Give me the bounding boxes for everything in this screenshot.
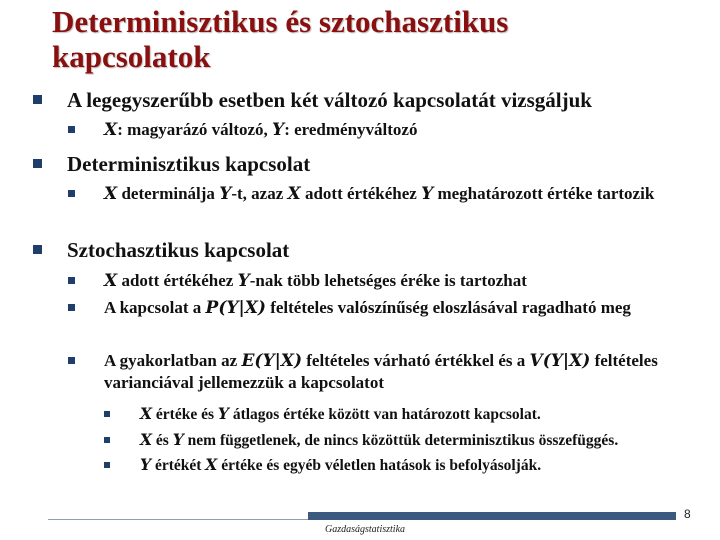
page-number: 8 [684, 507, 691, 521]
math-variable: X [104, 120, 118, 140]
math-variable: Y [140, 455, 152, 474]
sub-sub-bullet-text [140, 454, 710, 477]
bullet-square-icon [68, 126, 75, 133]
sub-bullet-text [104, 350, 694, 394]
sub-bullet-text [104, 183, 694, 205]
footer-divider [48, 519, 308, 520]
text-segment: feltételes varianciával jellemezzük a kapcsolatot [104, 351, 658, 392]
math-expression: P(Y|X) [205, 298, 266, 318]
math-expression: V(Y|X) [529, 351, 591, 371]
sub-bullet-text [104, 270, 694, 292]
text-segment: adott értékéhez [117, 271, 238, 290]
sub-sub-bullet-text [140, 403, 710, 426]
text-segment: adott értékéhez [300, 184, 422, 203]
bullet-square-icon [68, 190, 75, 197]
text-segment: feltételes valószínűség eloszlásával ragadható meg [265, 298, 631, 317]
sub-sub-bullet-text [140, 429, 710, 452]
bullet-text [67, 88, 592, 112]
math-variable: X [287, 184, 301, 204]
math-variable: Y [219, 184, 232, 204]
bullet-text [67, 152, 310, 176]
text-segment: és [152, 432, 173, 449]
bullet-square-icon [33, 245, 42, 254]
footer-text: Gazdaságstatisztika [325, 524, 406, 535]
bullet-square-icon [33, 95, 42, 104]
math-expression: E(Y|X) [241, 351, 302, 371]
math-variable: X [205, 455, 218, 474]
text-segment: értéke és egyéb véletlen hatások is befolyásolják. [217, 457, 542, 474]
title-line-2: kapcsolatok [52, 39, 211, 74]
bullet-text-span: Determinisztikus kapcsolat [67, 152, 311, 176]
text-segment: nem függetlenek, de nincs közöttük determinisztikus összefüggés. [183, 432, 619, 449]
bullet-square-icon [68, 304, 75, 311]
bullet-text-span: Sztochasztikus kapcsolat [67, 238, 290, 262]
bullet-square-icon [104, 462, 110, 468]
text-segment: értékét [151, 457, 206, 474]
math-variable: Y [172, 430, 184, 449]
math-variable: X [104, 271, 118, 291]
text-segment: A gyakorlatban az [104, 351, 242, 370]
math-variable: X [104, 184, 118, 204]
text-segment: értéke és [152, 406, 218, 423]
text-segment: feltételes várható értékkel és a [302, 351, 530, 370]
bullet-square-icon [68, 277, 75, 284]
math-variable: Y [217, 404, 229, 423]
title-line-1: Determinisztikus és sztochasztikus [52, 4, 509, 39]
text-segment: átlagos értéke között van határozott kapcsolat. [228, 406, 541, 423]
math-variable: Y [272, 120, 285, 140]
sub-bullet-text [104, 119, 694, 141]
math-variable: Y [421, 184, 434, 204]
bullet-square-icon [104, 437, 110, 443]
bullet-square-icon [68, 357, 75, 364]
text-segment: A kapcsolat a [104, 298, 206, 317]
text-segment: -t, azaz [231, 184, 288, 203]
bullet-square-icon [33, 159, 42, 168]
math-variable: X [140, 404, 153, 423]
text-segment: meghatározott értéke tartozik [433, 184, 655, 203]
math-variable: Y [237, 271, 250, 291]
text-segment: -nak több lehetséges éréke is tartozhat [249, 271, 527, 290]
text-segment: determinálja [117, 184, 220, 203]
bullet-text-span: A legegyszerűbb esetben két változó kapcsolatát vizsgáljuk [67, 88, 592, 112]
text-segment: : eredményváltozó [284, 120, 418, 139]
sub-bullet-text [104, 297, 694, 319]
footer-bar [308, 512, 676, 520]
bullet-text [67, 238, 289, 262]
math-variable: X [140, 430, 153, 449]
text-segment: : magyarázó változó, [117, 120, 273, 139]
bullet-square-icon [104, 411, 110, 417]
slide-title [52, 4, 692, 74]
